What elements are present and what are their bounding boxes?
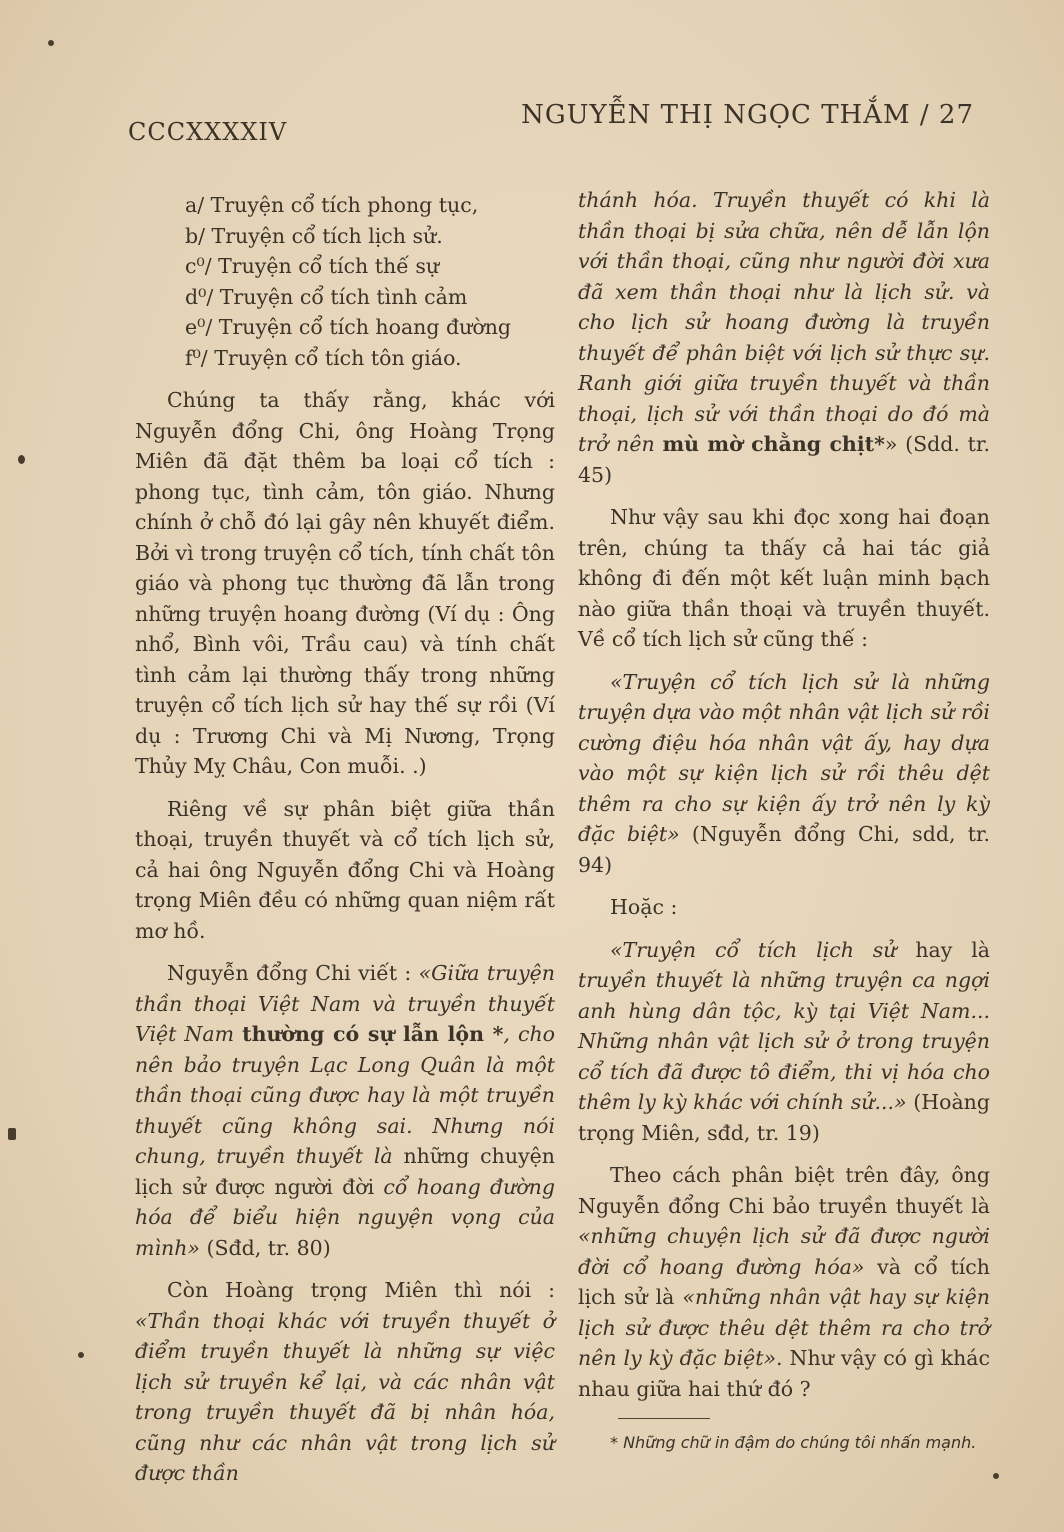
paragraph [135,1275,555,1489]
quotation: truyền thuyết là những truyện ca ngợi anh hùng dân tộc, kỳ tại Việt Nam... Những nhân vật lịch sử ở trong truyện cổ tích đã được tô điểm, thi vị hóa cho thêm ly kỳ khác với chính sử...» [578,968,990,1114]
quotation: «Truyện cổ tích lịch sử [610,937,916,962]
list-item: e⁰/ Truyện cổ tích hoang đường [185,315,512,339]
quotation: cổ hoang đường hóa để biểu hiện nguyện vọng của mình» [135,1174,555,1260]
quotation: «Truyện cổ tích lịch sử là những truyện dựa vào một nhân vật lịch sử rồi cường điệu hóa nhân vật ấy, hay dựa vào một sự kiện lịch sử rồi thêu dệt thêm ra cho sự kiện ấy trở nên ly kỳ đặc biệt» [578,669,990,846]
right-text-column [578,185,990,1468]
paper-speck [8,1128,16,1140]
footnote-divider [618,1418,710,1419]
citation: (Nguyễn đổng Chi, sdd, tr. 94) [578,822,990,877]
plain-text: . Như vậy có gì khác nhau giữa hai thứ đó ? [578,1346,990,1401]
quotation: thánh hóa. Truyền thuyết có khi là thần thoại bị sửa chữa, nên dễ lẫn lộn với thần thoại, cũng như người đời xưa đã xem thần thoại như là lịch sử. và cho lịch sử hoang đường là truyền thuyết để phân biệt với lịch sử thực sự. Ranh giới giữa truyền thuyết và thần thoại, lịch sử với thần thoại do đó mà trở nên [578,188,990,456]
list-item: b/ Truyện cổ tích lịch sử. [185,223,443,248]
paragraph [578,935,990,1149]
quotation: «Giữa truyện thần thoại Việt Nam và truyền thuyết Việt Nam [135,961,555,1046]
list-item: a/ Truyện cổ tích phong tục, [185,193,479,217]
paragraph [578,1160,990,1404]
page-section-numeral: CCCXXXXIV [128,118,288,146]
quotation: «những chuyện lịch sử đã được người đời cổ hoang đường hóa» [578,1224,990,1279]
citation: (Sđd, tr. 80) [199,1235,331,1260]
emphasis: mù mờ chằng chịt* [662,432,885,456]
quotation: «Thần thoại khác với truyền thuyết ở điểm truyền thuyết là những sự việc lịch sử truyền kể lại, và các nhân vật trong truyền thuyết đã bị nhân hóa, cũng như các nhân vật trong lịch sử được thần [135,1308,555,1485]
emphasis: thường có sự lẫn lộn * [242,1022,504,1046]
plain-text: và cổ tích lịch sử là [578,1254,990,1309]
quotation: , cho nên bảo truyện Lạc Long Quân là một thần thoại cũng được hay là một truyền thuyết cũng không sai. Nhưng nói chung, truyền thuyết là [135,1022,555,1168]
paragraph [578,185,990,490]
footnote: * Những chữ in đậm do chúng tôi nhấn mạnh. [610,1433,977,1452]
paragraph: Chúng ta thấy rằng, khác với Nguyễn đổng Chi, ông Hoàng Trọng Miên đã đặt thêm ba loại cổ tích : phong tục, tình cảm, tôn giáo. Nhưng chính ở chỗ đó lại gây nên khuyết điểm. Bởi vì trong truyện cổ tích, tính chất tôn giáo và phong tục thường đã lẫn trong những truyện hoang đường (Ví dụ : Ông nhổ, Bình vôi, Trầu cau) và tính chất tình cảm lại thường thấy trong những truyện cổ tích lịch sử hay thế sự rồi (Ví dụ : Trương Chi và Mị Nương, Trọng Thủy Mỵ Châu, Con muỗi. .) [135,388,555,778]
paragraph [135,958,555,1263]
quotation: «những nhân vật hay sự kiện lịch sử được thêu dệt thêm ra cho trở nên ly kỳ đặc biệt» [578,1285,990,1370]
running-header-title: NGUYỄN THỊ NGỌC THẮM / 27 [521,100,974,130]
emphasis-plain: những chuyện lịch sử được người đời [135,1144,555,1199]
left-text-column [135,190,555,1501]
paragraph [578,667,990,881]
paragraph: Riêng về sự phân biệt giữa thần thoại, truyền thuyết và cổ tích lịch sử, cả hai ông Nguyễn đổng Chi và Hoàng trọng Miên đều có những quan niệm rất mơ hồ. [135,796,555,943]
folktale-category-list [135,190,555,373]
citation: (Hoàng trọng Miên, sđd, tr. 19) [578,1090,990,1145]
paragraph: Như vậy sau khi đọc xong hai đoạn trên, chúng ta thấy cả hai tác giả không đi đến một kết luận minh bạch nào giữa thần thoại và truyền thuyết. Về cổ tích lịch sử cũng thế : [578,505,990,651]
list-item: d⁰/ Truyện cổ tích tình cảm [185,284,468,309]
paragraph-lead: Còn Hoàng trọng Miên thì nói : [167,1278,555,1302]
paragraph-lead: Nguyễn đổng Chi viết : [167,961,419,985]
citation: » (Sdd. tr. 45) [578,432,990,487]
paragraph: Hoặc : [610,895,678,919]
plain-text: hay là [915,937,990,962]
list-item: c⁰/ Truyện cổ tích thế sự [185,254,440,278]
paragraph-lead: Theo cách phân biệt trên đây, ông Nguyễn đổng Chi bảo truyền thuyết là [578,1163,990,1218]
paper-speck [78,1352,84,1358]
paper-speck [48,40,54,46]
list-item: f⁰/ Truyện cổ tích tôn giáo. [185,345,462,370]
paper-speck [18,455,25,464]
paper-speck [993,1473,999,1479]
